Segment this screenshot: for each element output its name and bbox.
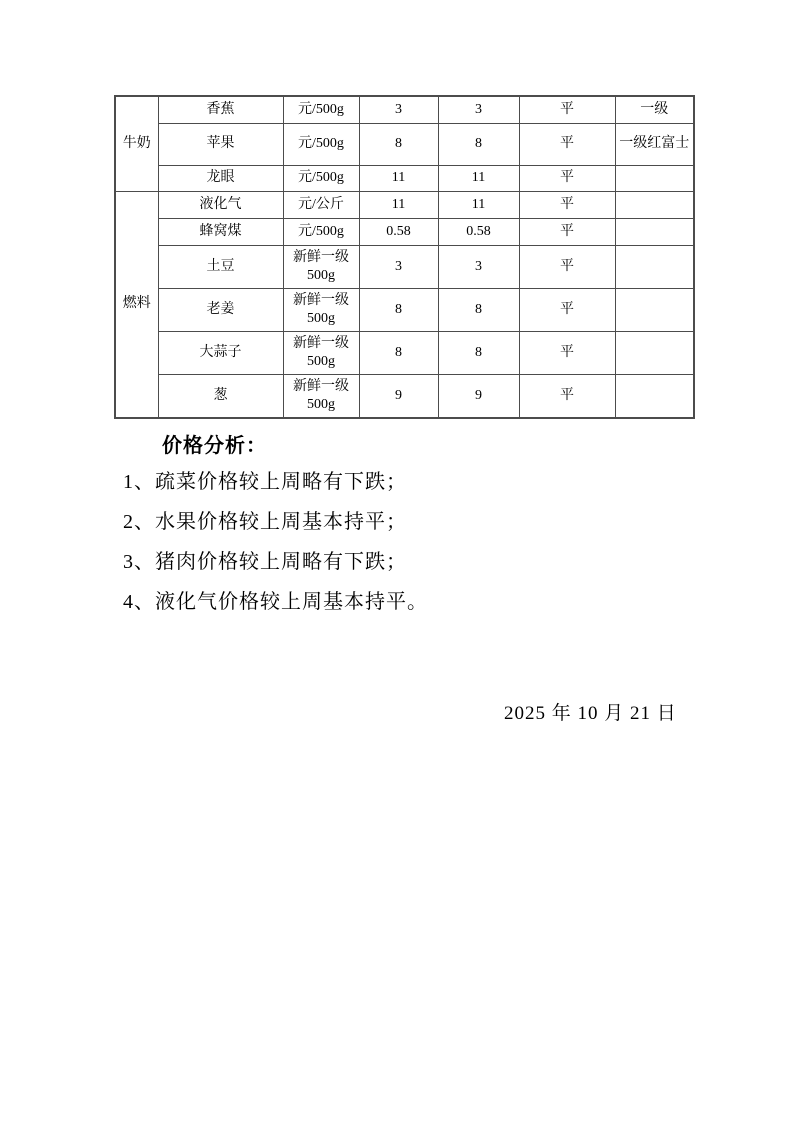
price-previous-cell: 3: [438, 96, 519, 123]
analysis-items: [123, 472, 793, 612]
analysis-heading: 价格分析：: [162, 435, 267, 457]
analysis-item-3: 3、猪肉价格较上周略有下跌；: [123, 551, 407, 573]
item-name-cell: 蜂窝煤: [158, 218, 283, 245]
remark-cell: 一级红富士: [615, 123, 694, 165]
table-row: [115, 245, 694, 288]
trend-cell: 平: [519, 245, 615, 288]
table-row: [115, 165, 694, 191]
price-current-cell: 11: [359, 191, 438, 218]
item-name-cell: 葱: [158, 374, 283, 418]
price-previous-cell: 8: [438, 331, 519, 374]
table-row: [115, 123, 694, 165]
price-current-cell: 3: [359, 96, 438, 123]
remark-cell: [615, 374, 694, 418]
unit-cell: 新鲜一级 500g: [283, 288, 359, 331]
price-current-cell: 9: [359, 374, 438, 418]
price-current-cell: 8: [359, 123, 438, 165]
trend-cell: 平: [519, 96, 615, 123]
unit-cell: 元/500g: [283, 165, 359, 191]
remark-cell: [615, 245, 694, 288]
item-name-cell: 龙眼: [158, 165, 283, 191]
unit-cell: 新鲜一级 500g: [283, 331, 359, 374]
remark-cell: [615, 288, 694, 331]
unit-cell: 新鲜一级 500g: [283, 374, 359, 418]
price-previous-cell: 11: [438, 165, 519, 191]
remark-cell: [615, 191, 694, 218]
report-date: 2025 年 10 月 21 日: [504, 703, 677, 724]
unit-cell: 元/公斤: [283, 191, 359, 218]
analysis-item-1: 1、疏菜价格较上周略有下跌；: [123, 471, 407, 493]
category-cell: 燃料: [115, 191, 158, 418]
trend-cell: 平: [519, 123, 615, 165]
unit-cell: 元/500g: [283, 96, 359, 123]
trend-cell: 平: [519, 191, 615, 218]
price-previous-cell: 8: [438, 123, 519, 165]
price-previous-cell: 11: [438, 191, 519, 218]
price-current-cell: 11: [359, 165, 438, 191]
price-analysis-section: [0, 435, 793, 632]
item-name-cell: 液化气: [158, 191, 283, 218]
price-previous-cell: 3: [438, 245, 519, 288]
trend-cell: 平: [519, 165, 615, 191]
remark-cell: [615, 165, 694, 191]
trend-cell: 平: [519, 288, 615, 331]
item-name-cell: 苹果: [158, 123, 283, 165]
remark-cell: 一级: [615, 96, 694, 123]
remark-cell: [615, 331, 694, 374]
price-current-cell: 3: [359, 245, 438, 288]
trend-cell: 平: [519, 374, 615, 418]
trend-cell: 平: [519, 331, 615, 374]
trend-cell: 平: [519, 218, 615, 245]
table-row: [115, 218, 694, 245]
price-previous-cell: 9: [438, 374, 519, 418]
item-name-cell: 土豆: [158, 245, 283, 288]
unit-cell: 元/500g: [283, 218, 359, 245]
price-previous-cell: 8: [438, 288, 519, 331]
table-row: [115, 191, 694, 218]
price-current-cell: 0.58: [359, 218, 438, 245]
analysis-item-2: 2、水果价格较上周基本持平；: [123, 511, 407, 533]
table-row: [115, 374, 694, 418]
remark-cell: [615, 218, 694, 245]
price-current-cell: 8: [359, 288, 438, 331]
item-name-cell: 大蒜子: [158, 331, 283, 374]
item-name-cell: 老姜: [158, 288, 283, 331]
table-row: [115, 288, 694, 331]
table-row: [115, 331, 694, 374]
unit-cell: 新鲜一级 500g: [283, 245, 359, 288]
price-current-cell: 8: [359, 331, 438, 374]
table-row: [115, 96, 694, 123]
price-table: [114, 95, 695, 419]
item-name-cell: 香蕉: [158, 96, 283, 123]
analysis-item-4: 4、液化气价格较上周基本持平。: [123, 591, 428, 613]
unit-cell: 元/500g: [283, 123, 359, 165]
category-cell: 牛奶: [115, 96, 158, 191]
price-previous-cell: 0.58: [438, 218, 519, 245]
